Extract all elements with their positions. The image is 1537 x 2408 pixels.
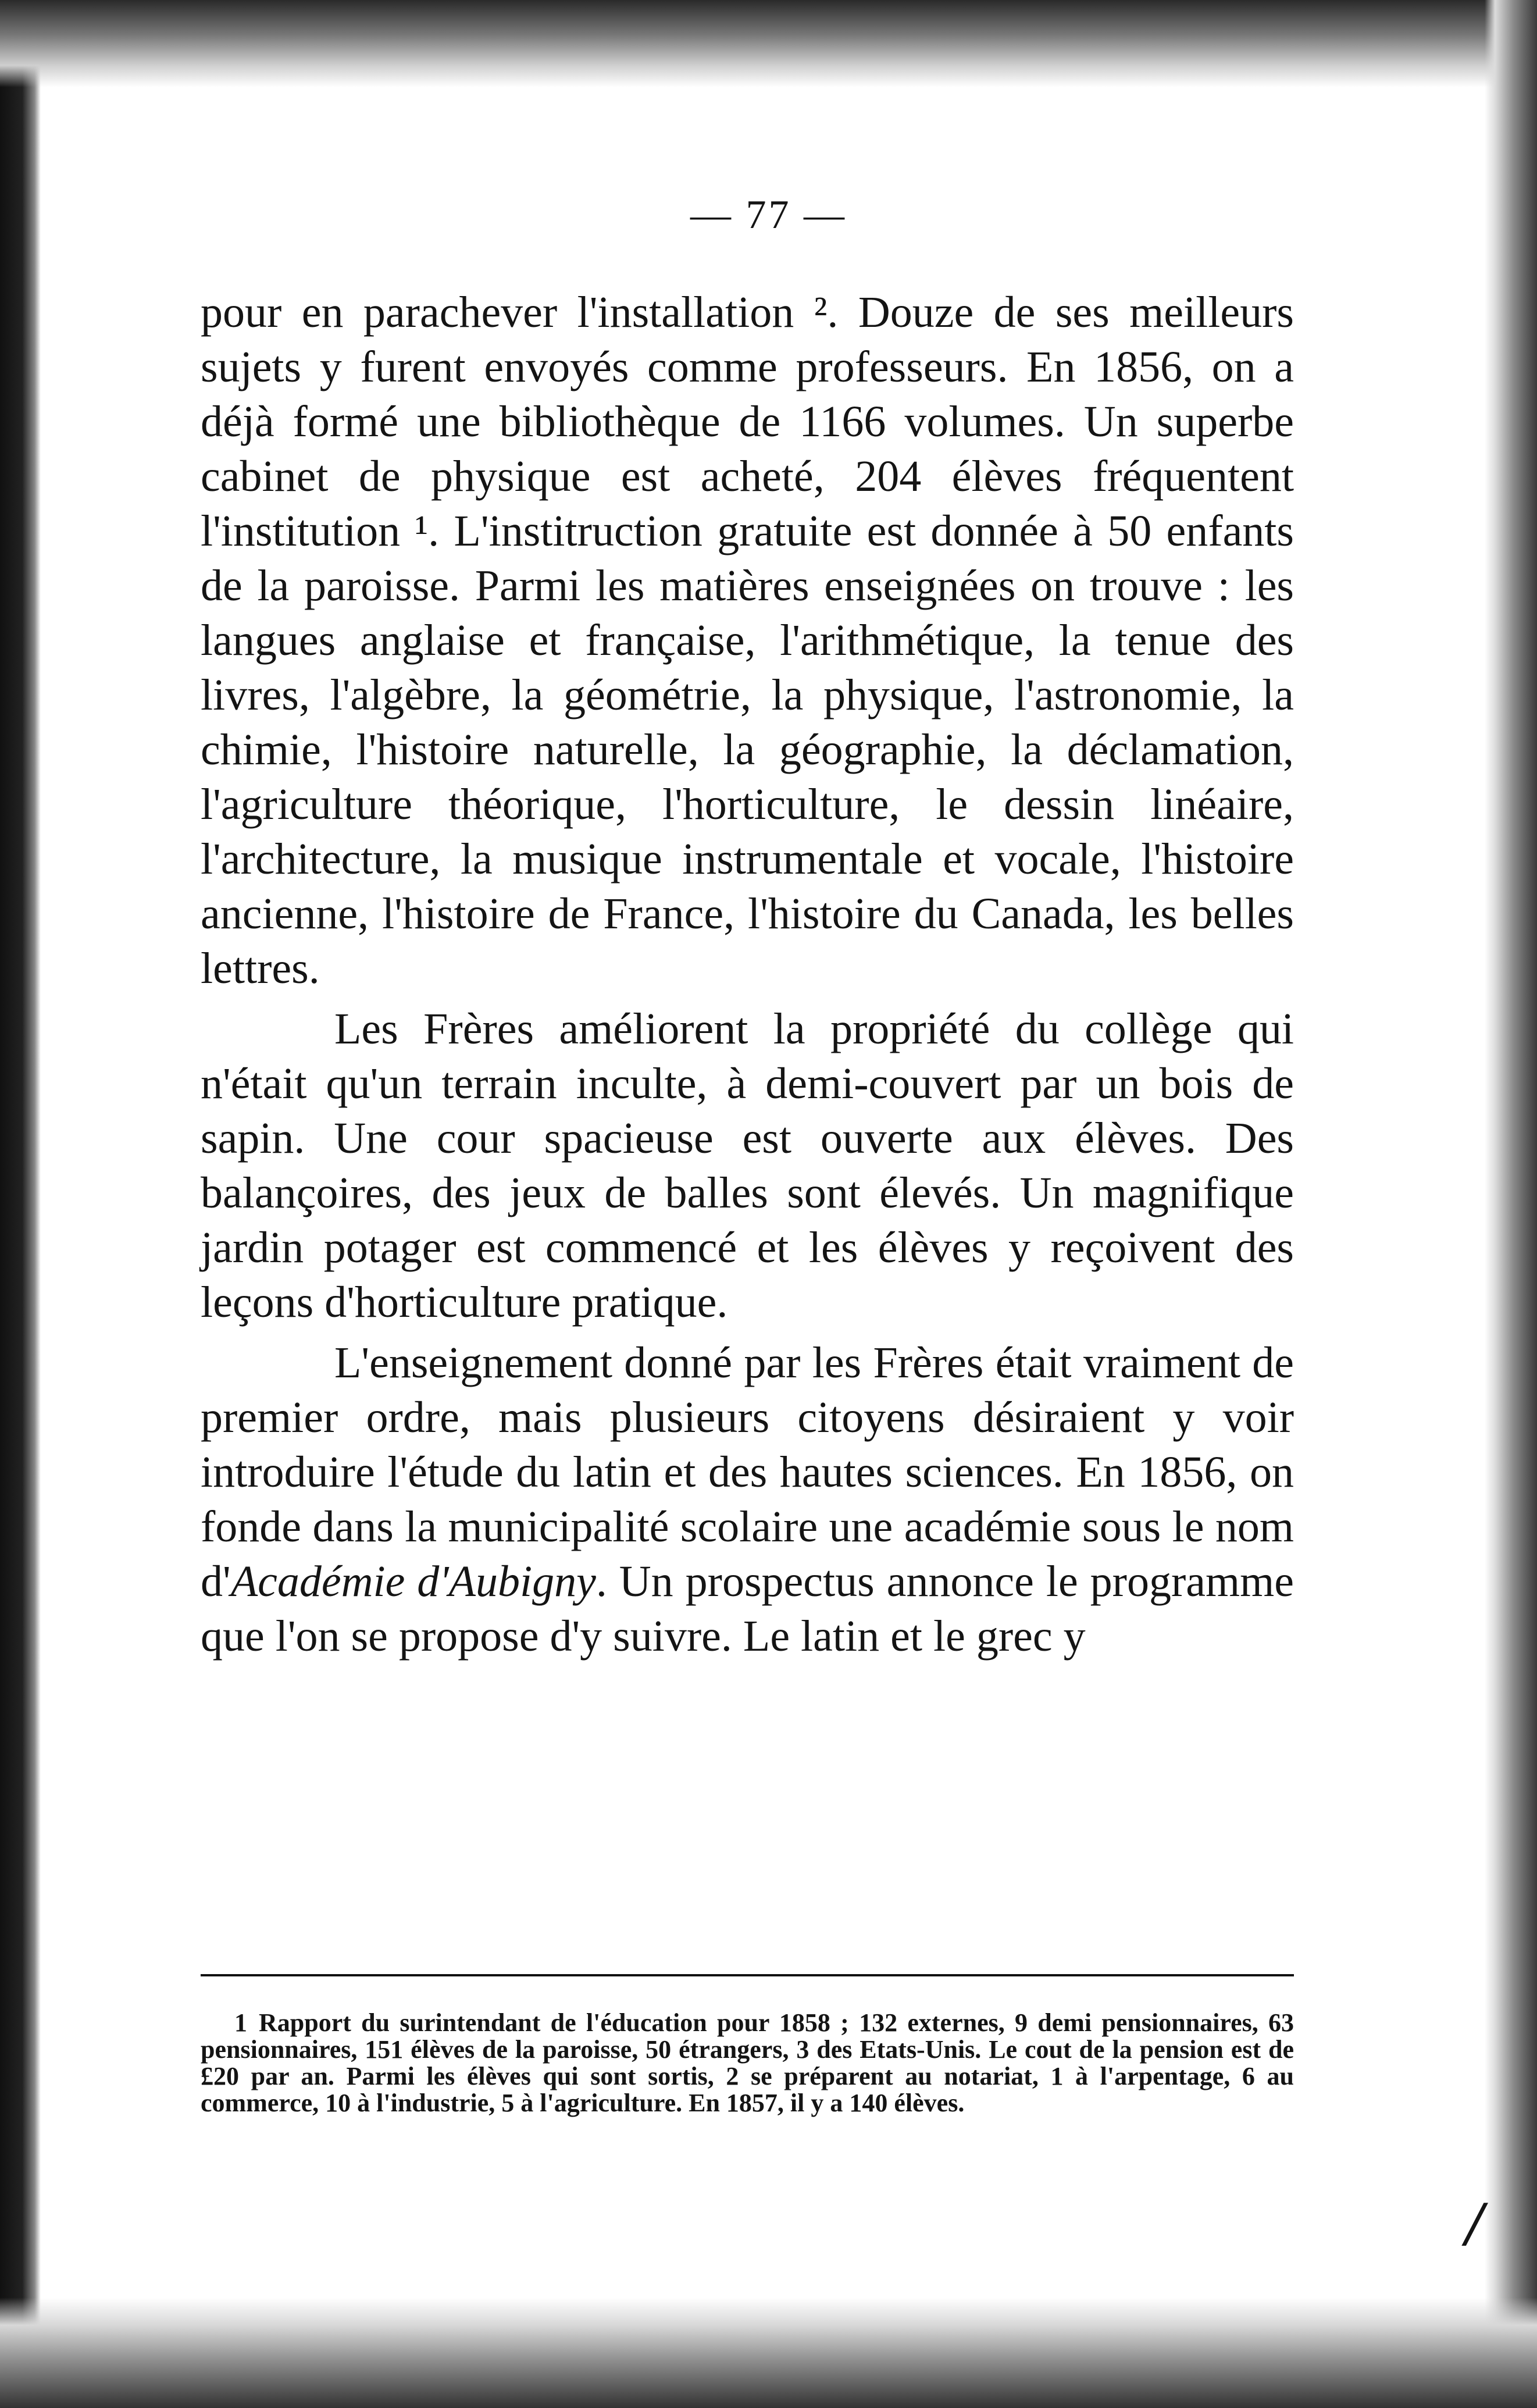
- page-number: — 77 —: [690, 193, 847, 237]
- paragraph-2: Les Frères améliorent la propriété du collège qui n'était qu'un terrain inculte, à demi-couvert par un bois de sapin. Une cour spacieuse est ouverte aux élèves. Des balançoires, des jeux de balles sont élevés. Un magnifique jardin potager est commencé et les élèves y reçoivent des leçons d'horticulture pratique.: [201, 1004, 1294, 1327]
- footnote-mark: 1: [234, 2008, 247, 2037]
- scan-edge-top: [0, 0, 1537, 87]
- footnote: [201, 2010, 1294, 2117]
- margin-mark: /: [1465, 2188, 1483, 2259]
- paragraph-1: pour en parachever l'installation ². Douze de ses meilleurs sujets y furent envoyés comme professeurs. En 1856, on a déjà formé une bibliothèque de 1166 volumes. Un superbe cabinet de physique est acheté, 204 élèves fréquentent l'institution ¹. L'institruction gratuite est donnée à 50 enfants de la paroisse. Parmi les matières enseignées on trouve : les langues anglaise et française, l'arithmétique, la tenue des livres, l'algèbre, la géométrie, la physique, l'astronomie, la chimie, l'histoire naturelle, la géographie, la déclamation, l'agriculture théorique, l'horticulture, le dessin linéaire, l'architecture, la musique instrumentale et vocale, l'histoire ancienne, l'histoire de France, l'histoire du Canada, les belles lettres.: [201, 288, 1294, 993]
- scan-edge-left: [0, 0, 41, 2408]
- footnote-divider: [201, 1974, 1294, 1976]
- paragraph-3: [201, 1335, 1294, 1663]
- academy-name: Académie d'Aubigny: [230, 1557, 596, 1606]
- paragraph-3-start: L'enseignement donné par les Frères était vraiment de premier ordre, mais plusieurs citoyens désiraient y voir introduire l'étude du latin et des hautes sciences. En 1856, on fonde dans la municipalité scolaire une académie sous le nom d': [201, 1338, 1294, 1606]
- footnote-text: Rapport du surintendant de l'éducation pour 1858 ; 132 externes, 9 demi pensionnaires, 63 pensionnaires, 151 élèves de la paroisse, 50 étrangers, 3 des Etats-Unis. Le cout de la pension est de £20 par an. Parmi les élèves qui sont sortis, 2 se préparent au notariat, 1 à l'arpentage, 6 au commerce, 10 à l'industrie, 5 à l'agriculture. En 1857, il y a 140 élèves.: [201, 2008, 1294, 2117]
- body-text: [201, 285, 1294, 1663]
- scan-edge-bottom: [0, 2297, 1537, 2408]
- paragraph-3-end: . Un prospectus annonce le programme que l'on se propose d'y suivre. Le latin et le grec y: [201, 1557, 1294, 1661]
- scan-edge-right: [1485, 0, 1537, 2408]
